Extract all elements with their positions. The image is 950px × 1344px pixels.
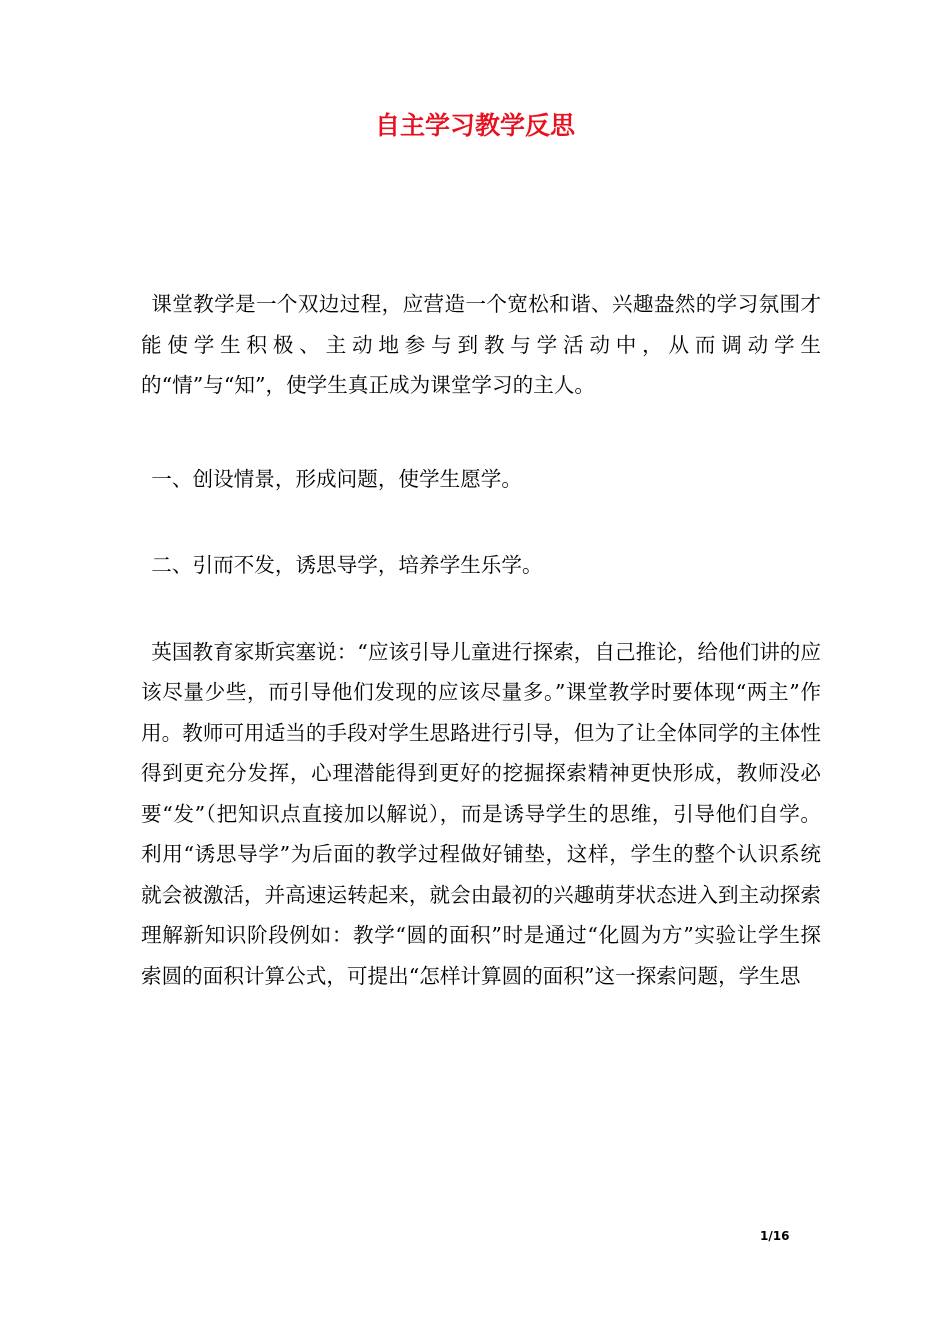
document-body [141,284,821,996]
paragraph-spacer [141,406,821,459]
paragraph-section-two: 二、引而不发，诱思导学，培养学生乐学。 [151,553,543,577]
paragraph-section-one: 一、创设情景，形成问题，使学生愿学。 [151,466,522,491]
paragraph-spencer-quote: 英国教育家斯宾塞说：“应该引导儿童进行探索，自己推论，给他们讲的应该尽量少些，而引导他们发现的应该尽量多。”课堂教学时要体现“两主”作用。教师可用适当的手段对学生思路进行引导，但为了让全体同学的主体性得到更充分发挥，心理潜能得到更好的挖掘探索精神更快形成，教师没必要“发”（把知识点直接加以解说），而是诱导学生的思维，引导他们自学。利用“诱思导学”为后面的教学过程做好铺垫，这样，学生的整个认识系统就会被激活，并高速运转起来，就会由最初的兴趣萌芽状态进入到主动探索理解新知识阶段例如：教学“圆的面积”时是通过“化圆为方”实验让学生探索圆的面积计算公式，可提出“怎样计算圆的面积”这一探索问题，学生思 [141,639,821,988]
page-number: 1/16 [760,1229,790,1243]
paragraph-intro: 课堂教学是一个双边过程，应营造一个宽松和谐、兴趣盎然的学习氛围才能使学生积极、主动地参与到教与学活动中，从而调动学生的“情”与“知”，使学生真正成为课堂学习的主人。 [141,292,821,397]
paragraph-spacer [141,586,821,632]
paragraph-spacer [141,499,821,545]
document-title: 自主学习教学反思 [374,111,575,140]
